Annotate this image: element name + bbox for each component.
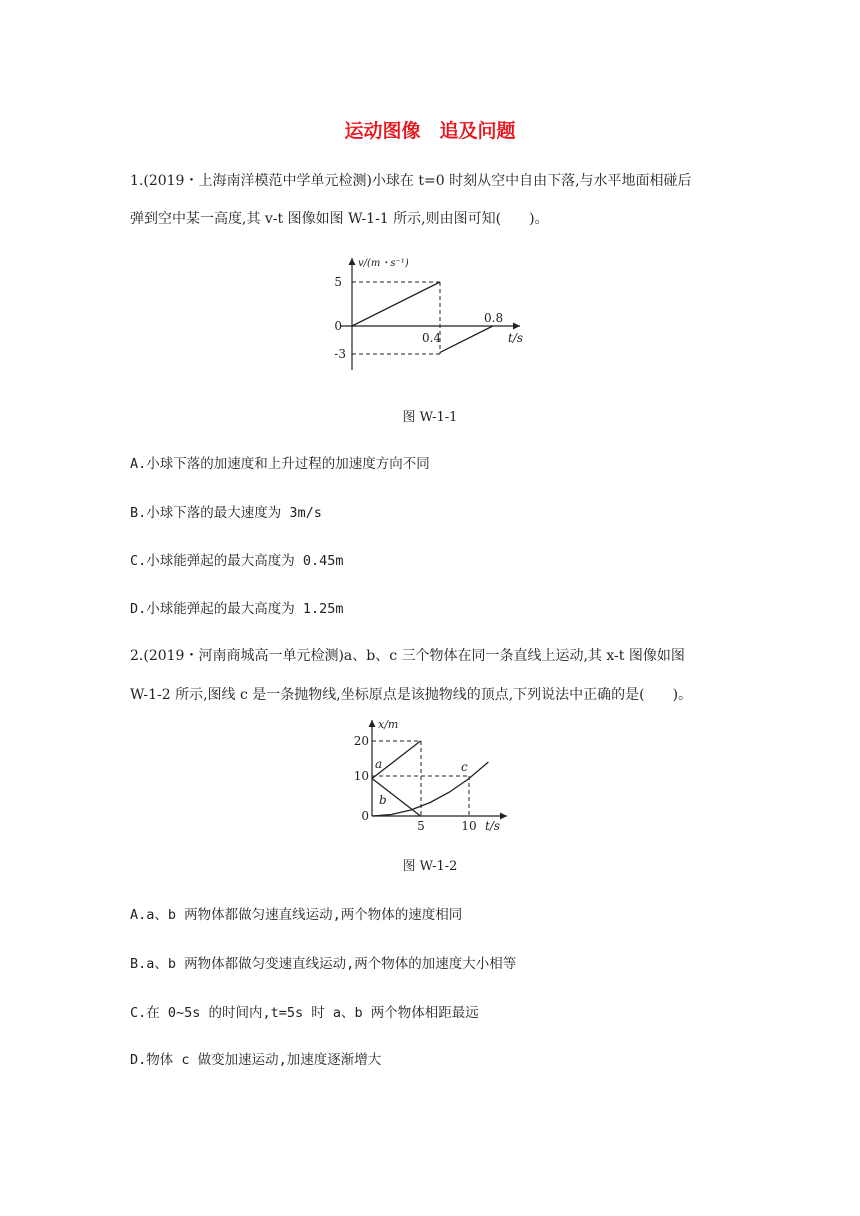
x-tick-5: 5 (417, 819, 425, 833)
figure-caption-2: 图 W-1-2 (402, 859, 458, 874)
q2-option-a: A.a、b 两物体都做匀速直线运动,两个物体的速度相同 (130, 907, 463, 923)
q2-option-c: C.在 0~5s 的时间内,t=5s 时 a、b 两个物体相距最远 (130, 1005, 479, 1021)
series-label-b: b (379, 793, 387, 807)
vt-graph (330, 250, 530, 380)
x-tick-0.4: 0.4 (422, 331, 442, 345)
x-tick-10: 10 (461, 819, 477, 833)
series-label-c: c (461, 760, 468, 774)
x-tick-0.8: 0.8 (484, 311, 504, 325)
y-tick-5: 5 (334, 275, 342, 289)
x-axis-label: t/s (508, 331, 524, 345)
x-axis-label: t/s (485, 819, 501, 833)
xt-graph (345, 716, 525, 836)
q2-stem-line1: 2.(2019・河南商城高一单元检测)a、b、c 三个物体在同一条直线上运动,其 x-t 图像如图 (130, 648, 685, 664)
y-tick-0: 0 (334, 319, 342, 333)
y-tick-0: 0 (361, 809, 369, 823)
y-tick-10: 10 (353, 769, 369, 783)
q1-stem-line2: 弹到空中某一高度,其 v-t 图像如图 W-1-1 所示,则由图可知( )。 (130, 211, 549, 227)
q1-option-b: B.小球下落的最大速度为 3m/s (130, 505, 322, 521)
page-title: 运动图像 追及问题 (344, 120, 516, 142)
q1-option-a: A.小球下落的加速度和上升过程的加速度方向不同 (130, 456, 430, 472)
series-label-a: a (375, 757, 383, 771)
y-tick-neg3: -3 (334, 347, 346, 361)
y-axis-label: v/(m・s⁻¹) (358, 258, 409, 269)
q1-stem-line1: 1.(2019・上海南洋模范中学单元检测)小球在 t=0 时刻从空中自由下落,与水平地面相碰后 (130, 173, 692, 189)
q2-stem-line2: W-1-2 所示,图线 c 是一条抛物线,坐标原点是该抛物线的顶点,下列说法中正确的是( )。 (130, 687, 693, 703)
y-axis-label: x/m (378, 718, 399, 731)
q1-option-c: C.小球能弹起的最大高度为 0.45m (130, 553, 344, 569)
q1-option-d: D.小球能弹起的最大高度为 1.25m (130, 601, 344, 617)
q2-option-d: D.物体 c 做变加速运动,加速度逐渐增大 (130, 1052, 382, 1068)
y-tick-20: 20 (353, 734, 369, 748)
series-fall (352, 282, 440, 326)
series-rise (440, 326, 493, 352)
series-c (372, 762, 488, 816)
q2-option-b: B.a、b 两物体都做匀变速直线运动,两个物体的加速度大小相等 (130, 956, 517, 972)
figure-caption-1: 图 W-1-1 (402, 410, 458, 425)
